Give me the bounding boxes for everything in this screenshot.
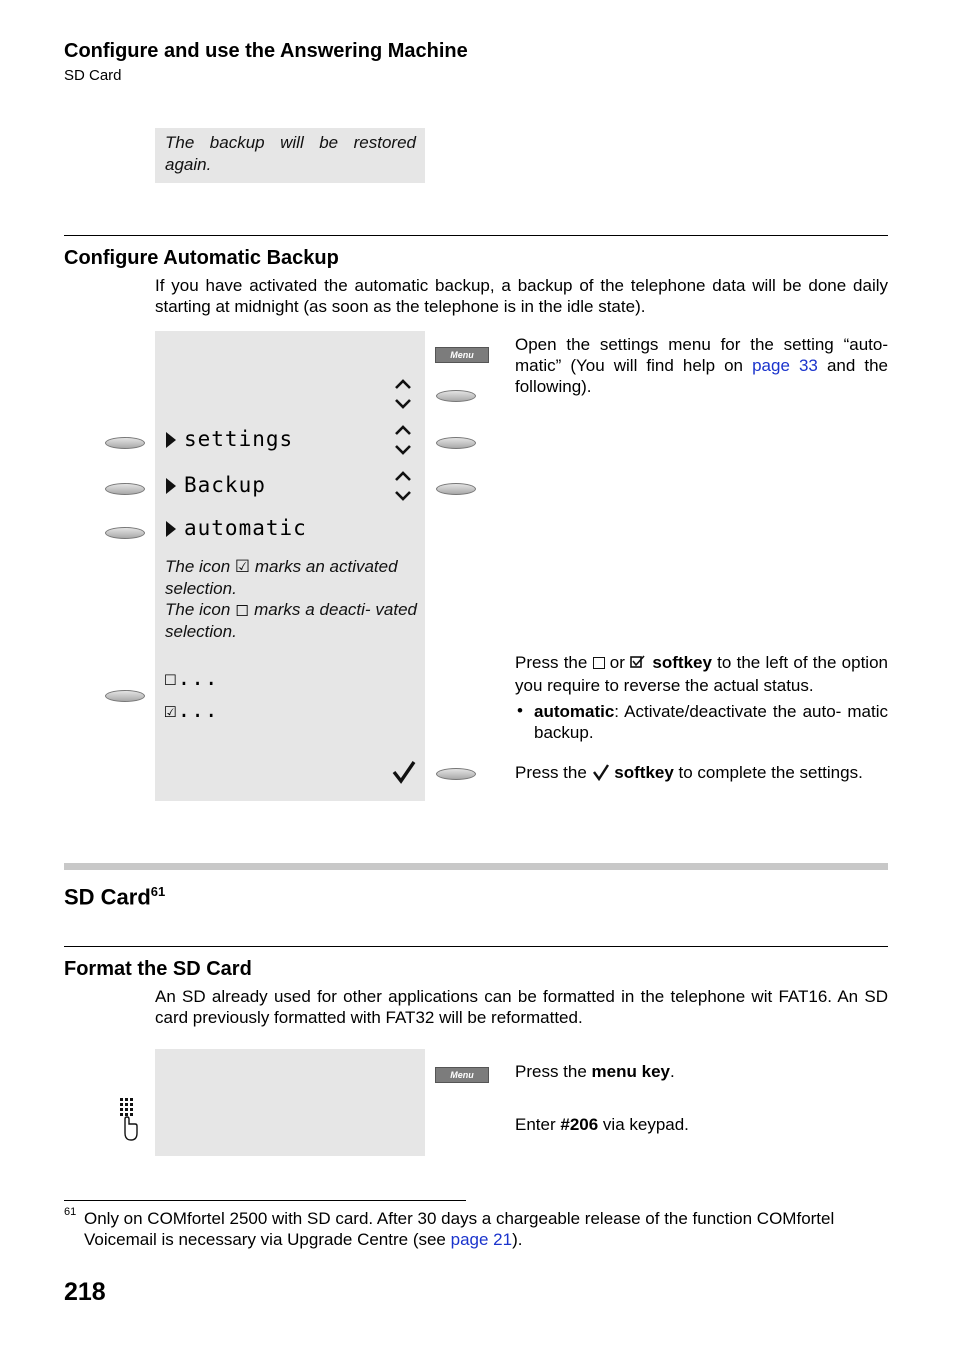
running-header-title: Configure and use the Answering Machine (64, 40, 468, 62)
right-softkey-1[interactable] (436, 390, 476, 402)
checkmark-icon (391, 759, 417, 785)
step-toggle-option: Press the or softkey to the left of the option you require to reverse the actual status. (515, 653, 888, 695)
unchecked-box-icon (593, 657, 605, 669)
selection-arrow-icon (166, 478, 176, 494)
footnote-divider (64, 1200, 466, 1201)
left-softkey-option[interactable] (105, 690, 145, 702)
display-item-settings: settings (184, 427, 294, 451)
icon-note-deactivated: The icon ◻ marks a deacti- vated selection. (165, 600, 417, 641)
format-intro: An SD already used for other applications can be formatted in the telephone wit FAT16. An SD card previously formatted with FAT32 will be reformatted. (155, 987, 888, 1027)
section-divider (64, 235, 888, 236)
up-down-arrow-icon (393, 469, 413, 503)
page-number: 218 (64, 1278, 106, 1306)
sd-card-section-bar (64, 863, 888, 870)
running-header-subtitle: SD Card (64, 67, 122, 84)
bullet-dot: • (517, 701, 523, 720)
option-unchecked: ☐... (164, 666, 219, 690)
option-checked: ☑... (164, 698, 219, 722)
auto-backup-heading: Configure Automatic Backup (64, 247, 339, 269)
step-open-settings: Open the settings menu for the setting “auto- matic” (You will find help on page 33 and the following). (515, 335, 888, 396)
section-divider (64, 946, 888, 947)
bullet-automatic: automatic: Activate/deactivate the auto- matic backup. (534, 702, 888, 742)
footnote-number: 61 (64, 1206, 77, 1218)
restore-note-text: The backup will be restored again. (165, 133, 416, 174)
right-softkey-confirm[interactable] (436, 768, 476, 780)
step-complete-settings: Press the softkey to complete the settings. (515, 763, 863, 782)
page-21-link[interactable]: page 21 (450, 1230, 513, 1249)
icon-note-activated: The icon ☑ marks an activated selection. (165, 557, 398, 598)
up-down-arrow-icon (393, 377, 413, 411)
left-softkey-backup[interactable] (105, 483, 145, 495)
sd-card-title: SD Card$^{61}$ (64, 884, 166, 910)
step-enter-code: Enter #206 via keypad. (515, 1115, 689, 1134)
checkmark-icon (592, 763, 610, 781)
right-softkey-2[interactable] (436, 437, 476, 449)
restore-note-box (155, 128, 425, 183)
left-softkey-automatic[interactable] (105, 527, 145, 539)
menu-key[interactable]: Menu (435, 347, 489, 363)
format-heading: Format the SD Card (64, 958, 252, 980)
up-down-arrow-icon (393, 423, 413, 457)
selection-arrow-icon (166, 521, 176, 537)
display-item-automatic: automatic (184, 516, 307, 540)
phone-display-panel-2 (155, 1049, 425, 1156)
auto-backup-intro: If you have activated the automatic backup, a backup of the telephone data will be done daily starting at midnight (as soon as the telephone is in the idle state). (155, 276, 888, 316)
footnote-ref: 61 (150, 884, 166, 899)
display-item-backup: Backup (184, 473, 266, 497)
menu-key[interactable]: Menu (435, 1067, 489, 1083)
step-press-menu: Press the menu key. (515, 1062, 675, 1081)
phone-display-panel (155, 331, 425, 801)
left-softkey-settings[interactable] (105, 437, 145, 449)
right-softkey-3[interactable] (436, 483, 476, 495)
checked-box-icon (630, 655, 647, 669)
page-33-link[interactable]: page 33 (752, 356, 818, 375)
selection-arrow-icon (166, 432, 176, 448)
footnote-text: Only on COMfortel 2500 with SD card. After 30 days a chargeable release of the function COMfortel Voicemail is necessary via Upgrade Centre (see page 21). (84, 1209, 835, 1249)
keypad-hand-icon (116, 1097, 142, 1143)
